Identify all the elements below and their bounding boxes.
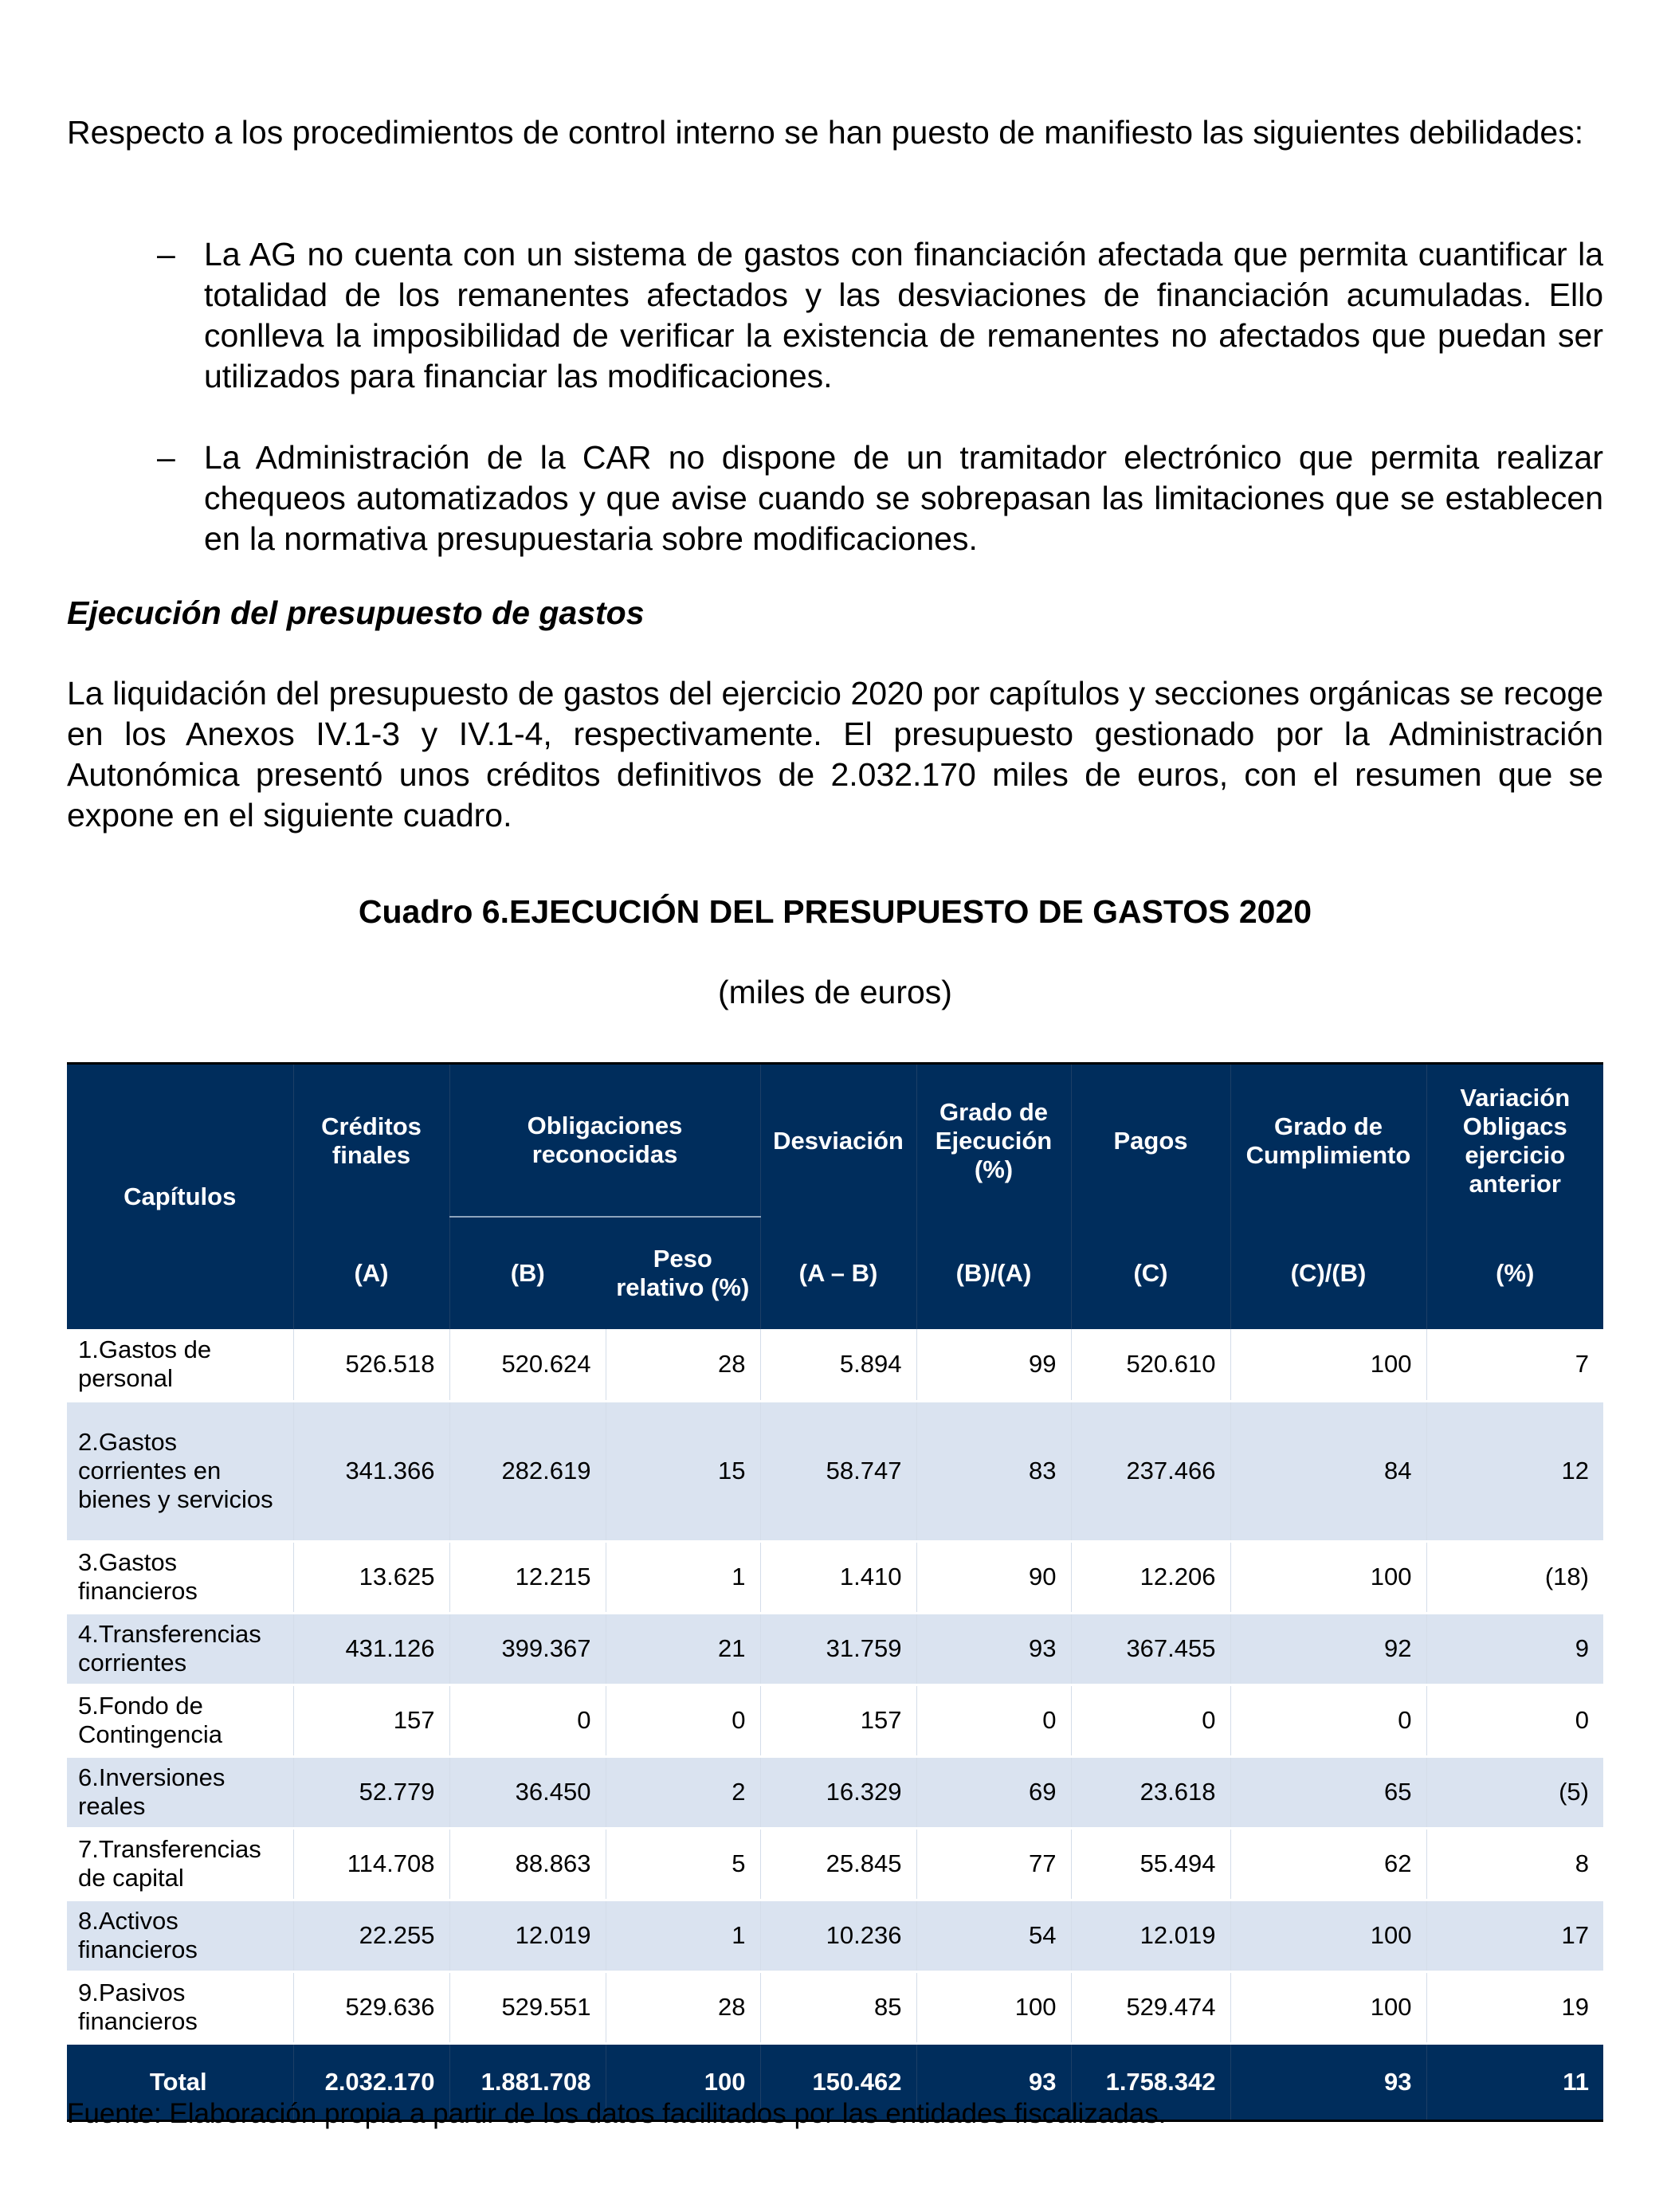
section-heading: Ejecución del presupuesto de gastos	[67, 594, 645, 631]
cell-obligaciones: 12.215	[449, 1541, 606, 1613]
cell-desviacion: 31.759	[760, 1613, 916, 1684]
cell-obligaciones: 0	[449, 1684, 606, 1756]
table-row	[67, 1329, 1603, 1401]
cell-capitulo: 1.Gastos de personal	[67, 1329, 293, 1401]
cell-capitulo: 2.Gastos corrientes en bienes y servicios	[67, 1401, 293, 1541]
header-obligaciones: Obligaciones reconocidas	[449, 1064, 760, 1218]
cell-desviacion: 157	[760, 1684, 916, 1756]
cell-peso: 28	[606, 1329, 760, 1401]
dash-bullet-icon: –	[157, 439, 175, 476]
cell-capitulo: 5.Fondo de Contingencia	[67, 1684, 293, 1756]
header-creditos: Créditos finales	[293, 1064, 449, 1218]
table-row	[67, 1401, 1603, 1541]
cell-creditos: 114.708	[293, 1828, 449, 1900]
cell-pagos: 12.019	[1071, 1900, 1230, 1971]
table-header-row	[67, 1064, 1603, 1218]
cell-grado-cumplimiento: 65	[1230, 1756, 1426, 1828]
cell-pagos: 55.494	[1071, 1828, 1230, 1900]
cell-obligaciones: 529.551	[449, 1971, 606, 2043]
cell-grado-ejecucion: 69	[916, 1756, 1071, 1828]
cell-grado-ejecucion: 93	[916, 1613, 1071, 1684]
cell-grado-ejecucion: 100	[916, 1971, 1071, 2043]
cell-pagos: 23.618	[1071, 1756, 1230, 1828]
cell-capitulo: 7.Transferencias de capital	[67, 1828, 293, 1900]
cell-desviacion: 1.410	[760, 1541, 916, 1613]
subheader-peso: Peso relativo (%)	[606, 1217, 760, 1329]
cell-creditos: 52.779	[293, 1756, 449, 1828]
table-row	[67, 1541, 1603, 1613]
cell-capitulo: 8.Activos financieros	[67, 1900, 293, 1971]
total-grado-ejecucion: 93	[916, 2043, 1071, 2120]
table-units: (miles de euros)	[718, 974, 952, 1010]
subheader-c: (C)	[1071, 1217, 1230, 1329]
table-title: Cuadro 6.EJECUCIÓN DEL PRESUPUESTO DE GASTOS 2020	[358, 893, 1312, 930]
cell-grado-cumplimiento: 100	[1230, 1971, 1426, 2043]
header-grado-cumplimiento: Grado de Cumplimiento	[1230, 1064, 1426, 1218]
cell-grado-cumplimiento: 62	[1230, 1828, 1426, 1900]
cell-desviacion: 10.236	[760, 1900, 916, 1971]
cell-creditos: 529.636	[293, 1971, 449, 2043]
table-subheader-row	[67, 1217, 1603, 1329]
cell-peso: 1	[606, 1900, 760, 1971]
intro-paragraph: Respecto a los procedimientos de control interno se han puesto de manifiesto las siguientes debilidades:	[67, 114, 1584, 151]
cell-variacion: 9	[1426, 1613, 1603, 1684]
total-creditos: 2.032.170	[293, 2043, 449, 2120]
cell-capitulo: 9.Pasivos financieros	[67, 1971, 293, 2043]
header-variacion: Variación Obligacs ejercicio anterior	[1426, 1064, 1603, 1218]
bullet-text: La AG no cuenta con un sistema de gastos con financiación afectada que permita cuantificar la totalidad de los remanentes afectados y las desviaciones de financiación acumuladas. Ello conlleva la imposibilidad de verificar la existencia de remanentes no afectados que puedan ser utilizados para financiar las modificaciones.	[204, 236, 1603, 394]
subheader-a-minus-b: (A – B)	[760, 1217, 916, 1329]
cell-pagos: 0	[1071, 1684, 1230, 1756]
total-pagos: 1.758.342	[1071, 2043, 1230, 2120]
cell-capitulo: 4.Transferencias corrientes	[67, 1613, 293, 1684]
cell-grado-cumplimiento: 84	[1230, 1401, 1426, 1541]
cell-creditos: 341.366	[293, 1401, 449, 1541]
cell-grado-ejecucion: 77	[916, 1828, 1071, 1900]
cell-peso: 21	[606, 1613, 760, 1684]
cell-creditos: 157	[293, 1684, 449, 1756]
cell-desviacion: 85	[760, 1971, 916, 2043]
cell-variacion: (5)	[1426, 1756, 1603, 1828]
cell-obligaciones: 399.367	[449, 1613, 606, 1684]
header-desviacion: Desviación	[760, 1064, 916, 1218]
bullet-text: La Administración de la CAR no dispone de un tramitador electrónico que permita realizar chequeos automatizados y que avise cuando se sobrepasan las limitaciones que se establecen en la normativa presupuestaria sobre modificaciones.	[204, 439, 1603, 557]
cell-creditos: 13.625	[293, 1541, 449, 1613]
cell-capitulo: 6.Inversiones reales	[67, 1756, 293, 1828]
subheader-a: (A)	[293, 1217, 449, 1329]
table-row	[67, 1900, 1603, 1971]
header-pagos: Pagos	[1071, 1064, 1230, 1218]
cell-peso: 5	[606, 1828, 760, 1900]
table-row	[67, 1756, 1603, 1828]
cell-peso: 15	[606, 1401, 760, 1541]
cell-variacion: 17	[1426, 1900, 1603, 1971]
header-capitulos: Capítulos	[67, 1064, 293, 1330]
subheader-b: (B)	[449, 1217, 606, 1329]
cell-pagos: 237.466	[1071, 1401, 1230, 1541]
cell-desviacion: 25.845	[760, 1828, 916, 1900]
cell-variacion: 8	[1426, 1828, 1603, 1900]
header-grado-ejecucion: Grado de Ejecución (%)	[916, 1064, 1071, 1218]
dash-bullet-icon: –	[157, 236, 175, 273]
cell-peso: 0	[606, 1684, 760, 1756]
cell-grado-cumplimiento: 100	[1230, 1329, 1426, 1401]
cell-grado-ejecucion: 0	[916, 1684, 1071, 1756]
cell-pagos: 12.206	[1071, 1541, 1230, 1613]
cell-grado-cumplimiento: 92	[1230, 1613, 1426, 1684]
total-peso: 100	[606, 2043, 760, 2120]
cell-variacion: 19	[1426, 1971, 1603, 2043]
subheader-pct: (%)	[1426, 1217, 1603, 1329]
subheader-c-over-b: (C)/(B)	[1230, 1217, 1426, 1329]
subheader-b-over-a: (B)/(A)	[916, 1217, 1071, 1329]
budget-execution-table	[67, 1062, 1603, 2122]
section-paragraph: La liquidación del presupuesto de gastos del ejercicio 2020 por capítulos y secciones orgánicas se recoge en los Anexos IV.1-3 y IV.1-4, respectivamente. El presupuesto gestionado por la Administración Autonómica presentó unos créditos definitivos de 2.032.170 miles de euros, con el resumen que se expone en el siguiente cuadro.	[67, 675, 1603, 833]
cell-creditos: 526.518	[293, 1329, 449, 1401]
table-row	[67, 1684, 1603, 1756]
cell-grado-ejecucion: 90	[916, 1541, 1071, 1613]
cell-capitulo: 3.Gastos financieros	[67, 1541, 293, 1613]
cell-obligaciones: 88.863	[449, 1828, 606, 1900]
cell-grado-ejecucion: 54	[916, 1900, 1071, 1971]
table-row	[67, 1971, 1603, 2043]
cell-creditos: 22.255	[293, 1900, 449, 1971]
cell-variacion: (18)	[1426, 1541, 1603, 1613]
table-row	[67, 1613, 1603, 1684]
cell-grado-cumplimiento: 0	[1230, 1684, 1426, 1756]
cell-desviacion: 58.747	[760, 1401, 916, 1541]
cell-obligaciones: 282.619	[449, 1401, 606, 1541]
cell-pagos: 529.474	[1071, 1971, 1230, 2043]
cell-grado-ejecucion: 83	[916, 1401, 1071, 1541]
total-grado-cumplimiento: 93	[1230, 2043, 1426, 2120]
cell-creditos: 431.126	[293, 1613, 449, 1684]
source-note: Fuente: Elaboración propia a partir de los datos facilitados por las entidades fiscalizadas.	[67, 2098, 1167, 2129]
total-desviacion: 150.462	[760, 2043, 916, 2120]
cell-grado-cumplimiento: 100	[1230, 1541, 1426, 1613]
cell-variacion: 12	[1426, 1401, 1603, 1541]
total-variacion: 11	[1426, 2043, 1603, 2120]
cell-grado-ejecucion: 99	[916, 1329, 1071, 1401]
cell-peso: 1	[606, 1541, 760, 1613]
cell-pagos: 367.455	[1071, 1613, 1230, 1684]
cell-obligaciones: 12.019	[449, 1900, 606, 1971]
cell-peso: 2	[606, 1756, 760, 1828]
cell-grado-cumplimiento: 100	[1230, 1900, 1426, 1971]
cell-variacion: 0	[1426, 1684, 1603, 1756]
table-row	[67, 1828, 1603, 1900]
total-label: Total	[67, 2043, 293, 2120]
cell-obligaciones: 520.624	[449, 1329, 606, 1401]
cell-pagos: 520.610	[1071, 1329, 1230, 1401]
cell-variacion: 7	[1426, 1329, 1603, 1401]
total-obligaciones: 1.881.708	[449, 2043, 606, 2120]
cell-desviacion: 16.329	[760, 1756, 916, 1828]
cell-obligaciones: 36.450	[449, 1756, 606, 1828]
cell-desviacion: 5.894	[760, 1329, 916, 1401]
cell-peso: 28	[606, 1971, 760, 2043]
